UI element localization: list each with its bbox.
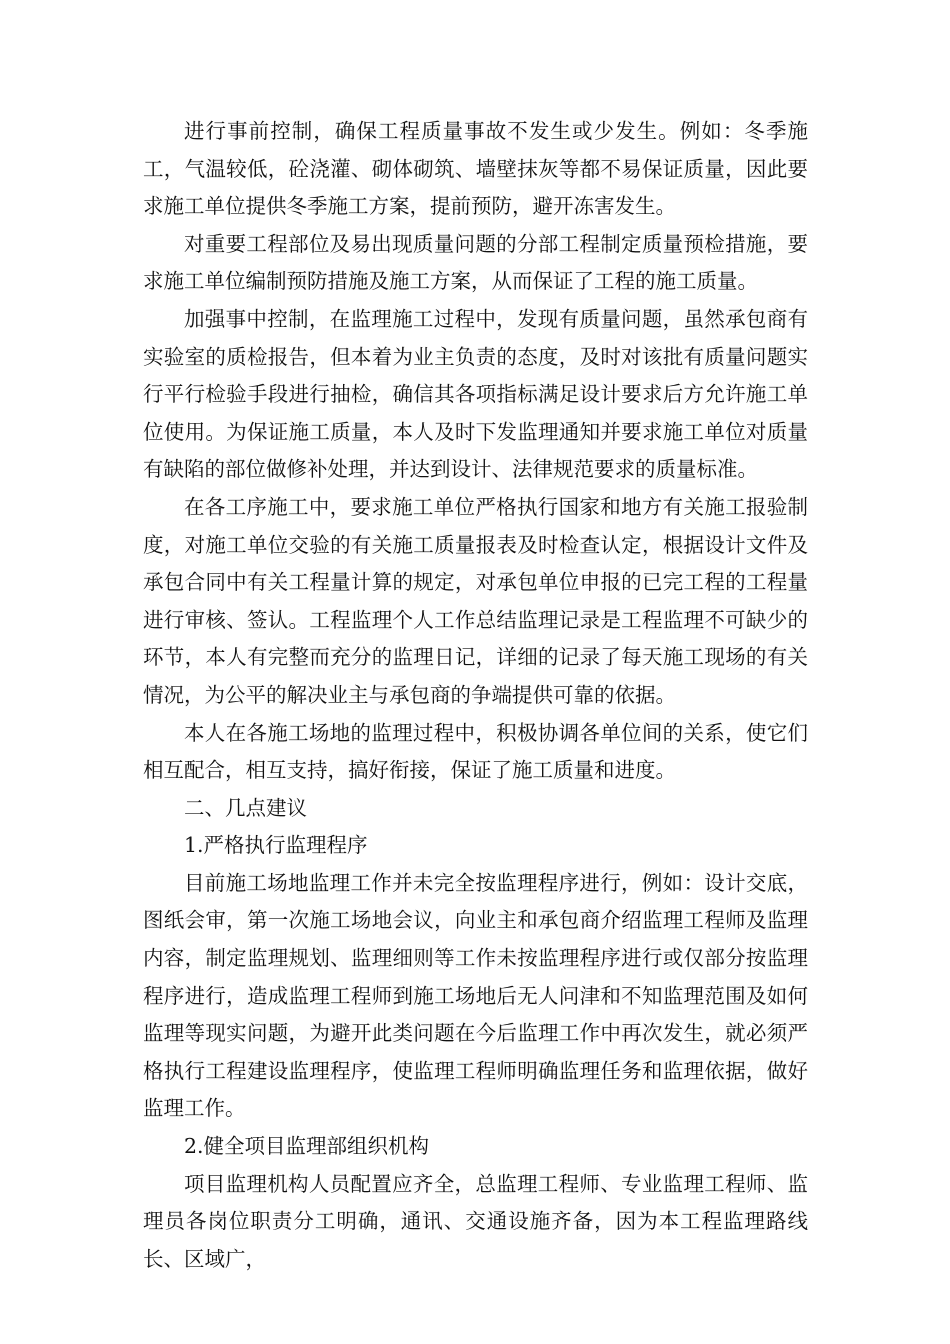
paragraph-organization: 项目监理机构人员配置应齐全，总监理工程师、专业监理工程师、监理员各岗位职责分工明确，通讯、交通设施齐备，因为本工程监理路线长、区域广， (143, 1171, 808, 1271)
paragraph-pre-control: 进行事前控制，确保工程质量事故不发生或少发生。例如：冬季施工，气温较低，砼浇灌、砌体砌筑、墙壁抹灰等都不易保证质量，因此要求施工单位提供冬季施工方案，提前预防，避开冻害发生。 (143, 119, 808, 219)
paragraph-in-process-control: 加强事中控制，在监理施工过程中，发现有质量问题，虽然承包商有实验室的质检报告，但本着为业主负责的态度，及时对该批有质量问题实行平行检验手段进行抽检，确信其各项指标满足设计要求后方允许施工单位使用。为保证施工质量，本人及时下发监理通知并要求施工单位对质量有缺陷的部位做修补处理，并达到设计、法律规范要求的质量标准。 (143, 306, 808, 482)
paragraph-precheck-measures: 对重要工程部位及易出现质量问题的分部工程制定质量预检措施，要求施工单位编制预防措施及施工方案，从而保证了工程的施工质量。 (143, 231, 808, 294)
section-heading-suggestions: 二、几点建议 (184, 795, 307, 820)
paragraph-inspection-procedure: 在各工序施工中，要求施工单位严格执行国家和地方有关施工报验制度，对施工单位交验的有关施工质量报表及时检查认定，根据设计文件及承包合同中有关工程量计算的规定，对承包单位申报的已完工程的工程量进行审核、签认。工程监理个人工作总结监理记录是工程监理不可缺少的环节，本人有完整而充分的监理日记，详细的记录了每天施工现场的有关情况，为公平的解决业主与承包商的争端提供可靠的依据。 (143, 494, 808, 707)
paragraph-coordination: 本人在各施工场地的监理过程中，积极协调各单位间的关系，使它们相互配合，相互支持，搞好衔接，保证了施工质量和进度。 (143, 720, 808, 783)
subheading-organization: 2.健全项目监理部组织机构 (184, 1134, 430, 1159)
paragraph-supervision-procedure: 目前施工场地监理工作并未完全按监理程序进行，例如：设计交底，图纸会审，第一次施工场地会议，向业主和承包商介绍监理工程师及监理内容，制定监理规划、监理细则等工作未按监理程序进行或仅部分按监理程序进行，造成监理工程师到施工场地后无人问津和不知监理范围及如何监理等现实问题，为避开此类问题在今后监理工作中再次发生，就必须严格执行工程建设监理程序，使监理工程师明确监理任务和监理依据，做好监理工作。 (143, 870, 808, 1121)
subheading-supervision-procedure: 1.严格执行监理程序 (184, 833, 368, 858)
document-body (143, 113, 808, 1278)
